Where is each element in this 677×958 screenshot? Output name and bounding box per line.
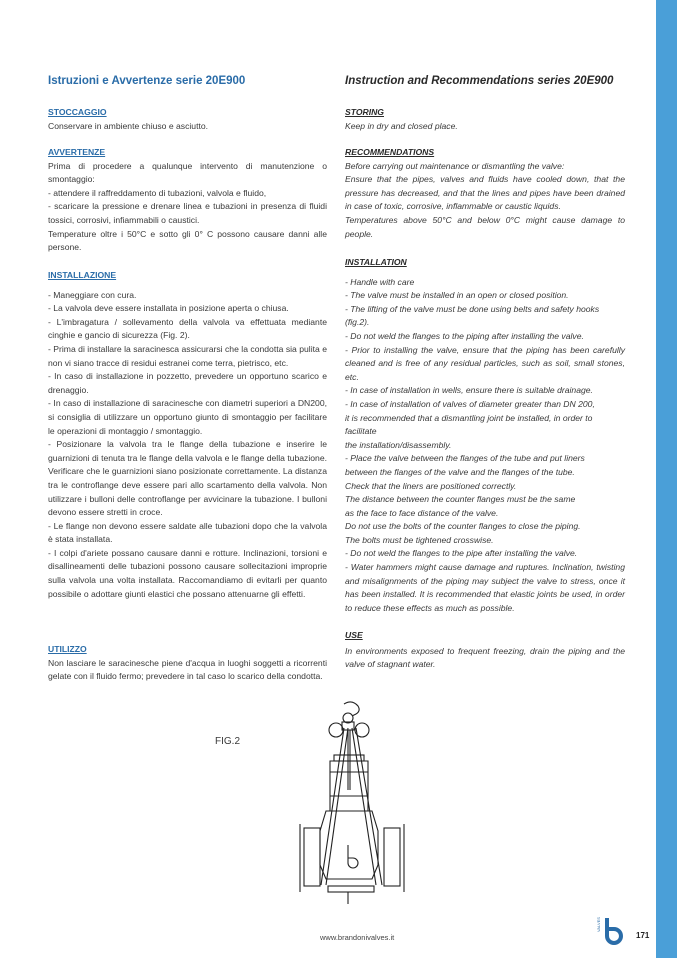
section-installation-it [48, 269, 327, 601]
section-storing-en [345, 106, 625, 133]
text-storing-it: Conservare in ambiente chiuso e asciutto. [48, 120, 209, 131]
inst-line-en: - Water hammers might cause damage and ruptures. Inclination, twisting and misalignments of the piping may subject the valve to stress, once it has been installed. It is recommended that elastic joints be used, in order to reduce these effects as much as possible. [345, 562, 625, 613]
inst-line-it: - Le flange non devono essere saldate alle tubazioni dopo che la valvola è stata installata. [48, 520, 327, 545]
inst-line-it: - Posizionare la valvola tra le flange della tubazione e inserire le guarnizioni di tenuta tra le flange della valvola e le flange della tubazione. Verificare che le guarnizioni siano posizionate correttamente. La distanza tra le controflange deve essere pari allo scartamento della valvola. Non utilizzare i bulloni delle controflange per avvicinare la tubazione. I bulloni devono essere stretti in croce. [48, 439, 327, 518]
rec-line-it: - scaricare la pressione e drenare linea e tubazioni in presenza di fluidi tossici, corrosivi, infiammabili o caustici. [48, 201, 327, 225]
section-recommendations-it [48, 146, 327, 255]
rec-line-it: Temperature oltre i 50°C e sotto gli 0° C possono causare danni alle persone. [48, 228, 327, 253]
text-use-en: In environments exposed to frequent freezing, drain the piping and the valve of stagnant water. [345, 645, 625, 670]
section-installation-en [345, 256, 625, 615]
heading-storing-it: STOCCAGGIO [48, 107, 107, 117]
rec-line-it: - attendere il raffreddamento di tubazioni, valvola e fluido, [48, 187, 267, 198]
inst-line-en: - The valve must be installed in an open or closed position. [345, 290, 569, 301]
heading-recommendations-en: RECOMMENDATIONS [345, 147, 435, 157]
inst-line-it: - In caso di installazione in pozzetto, prevedere un opportuno scarico e drenaggio. [48, 371, 327, 395]
text-use-it: Non lasciare le saracinesche piene d'acqua in luoghi soggetti a ricorrenti gelate con il fluido fermo; prevedere in tal caso lo scarico della condotta. [48, 657, 327, 682]
rec-line-en: Temperatures above 50°C and below 0°C might cause damage to people. [345, 214, 625, 239]
inst-line-en: - Do not weld the flanges to the pipe after installing the valve. [345, 548, 578, 559]
inst-line-en: - Prior to installing the valve, ensure that the piping has been carefully cleaned and is free of any residual particles, such as soil, small stones, etc. [345, 344, 625, 382]
section-recommendations-en [345, 146, 625, 241]
heading-use-en: USE [345, 630, 363, 640]
inst-line-en: - Place the valve between the flanges of the tube and put liners [345, 453, 585, 464]
title-italian: Istruzioni e Avvertenze serie 20E900 [48, 74, 246, 87]
brandoni-logo-icon [598, 908, 626, 944]
inst-line-en: The distance between the counter flanges must be the same [345, 494, 576, 505]
rec-line-en: Before carrying out maintenance or dismantling the valve: [345, 160, 565, 171]
heading-use-it: UTILIZZO [48, 644, 87, 654]
footer-url: www.brandonivalves.it [320, 933, 395, 942]
inst-line-it: - Prima di installare la saracinesca assicurarsi che la condotta sia pulita e non vi siano tracce di residui estranei come terra, pietrisco, etc. [48, 343, 327, 368]
inst-line-it: - L'imbragatura / sollevamento della valvola va effettuata mediante cinghie e gancio di sicurezza (Fig. 2). [48, 316, 327, 341]
inst-line-en: - Handle with care [345, 276, 415, 287]
inst-line-en: Do not use the bolts of the counter flanges to close the piping. [345, 521, 581, 532]
text-storing-en: Keep in dry and closed place. [345, 120, 458, 131]
logo-text: VALVES [596, 917, 601, 932]
inst-line-en: The bolts must be tightened crosswise. [345, 534, 494, 545]
rec-line-it: Prima di procedere a qualunque intervento di manutenzione o smontaggio: [48, 160, 327, 185]
inst-line-en: - Do not weld the flanges to the piping after installing the valve. [345, 330, 584, 341]
inst-line-it: - I colpi d'ariete possano causare danni e rotture. Inclinazioni, torsioni e disallineamenti delle tubazioni possono causare sollecitazioni improprie sulla valvola una volta installata. Raccomandiamo di evitarli per quanto possibile o adottare giunti elastici che possano attenuarne gli effetti. [48, 547, 327, 599]
section-use-it [48, 643, 327, 684]
section-storing-it [48, 106, 327, 133]
title-english: Instruction and Recommendations series 20E900 [345, 74, 614, 87]
heading-installation-en: INSTALLATION [345, 257, 407, 267]
inst-line-en: between the flanges of the valve and the flanges of the tube. [345, 466, 575, 477]
valve-lifting-figure [296, 700, 408, 912]
heading-storing-en: STORING [345, 107, 384, 117]
inst-line-it: - Maneggiare con cura. [48, 289, 137, 300]
rec-line-en: Ensure that the pipes, valves and fluids have cooled down, that the pressure has decreased, and that the lines and pipes have been drained in case of toxic, corrosive, inflammable or caustic liquids. [345, 174, 625, 212]
inst-line-en: - In case of installation in wells, ensure there is suitable drainage. [345, 385, 593, 396]
inst-line-en: Check that the liners are positioned correctly. [345, 480, 517, 491]
inst-line-en: - The lifting of the valve must be done using belts and safety hooks (fig.2). [345, 303, 600, 328]
inst-line-it: - In caso di installazione di saracinesche con diametri superiori a DN200, si consiglia di utilizzare un opportuno giunto di smontaggio per facilitare le operazioni di montaggio / smontaggio. [48, 398, 327, 436]
inst-line-en: as the face to face distance of the valve. [345, 507, 499, 518]
inst-line-it: - La valvola deve essere installata in posizione aperta o chiusa. [48, 303, 289, 314]
inst-line-en: the installation/disassembly. [345, 439, 452, 450]
heading-installation-it: INSTALLAZIONE [48, 270, 117, 280]
figure-label: FIG.2 [215, 736, 241, 747]
section-use-en [345, 629, 625, 672]
inst-line-en: - In case of installation of valves of diameter greater than DN 200, [345, 398, 595, 409]
inst-line-en: it is recommended that a dismantling joint be installed, in order to facilitate [345, 412, 593, 437]
heading-recommendations-it: AVVERTENZE [48, 147, 106, 157]
page-number: 171 [636, 931, 650, 940]
right-color-band [656, 0, 677, 958]
